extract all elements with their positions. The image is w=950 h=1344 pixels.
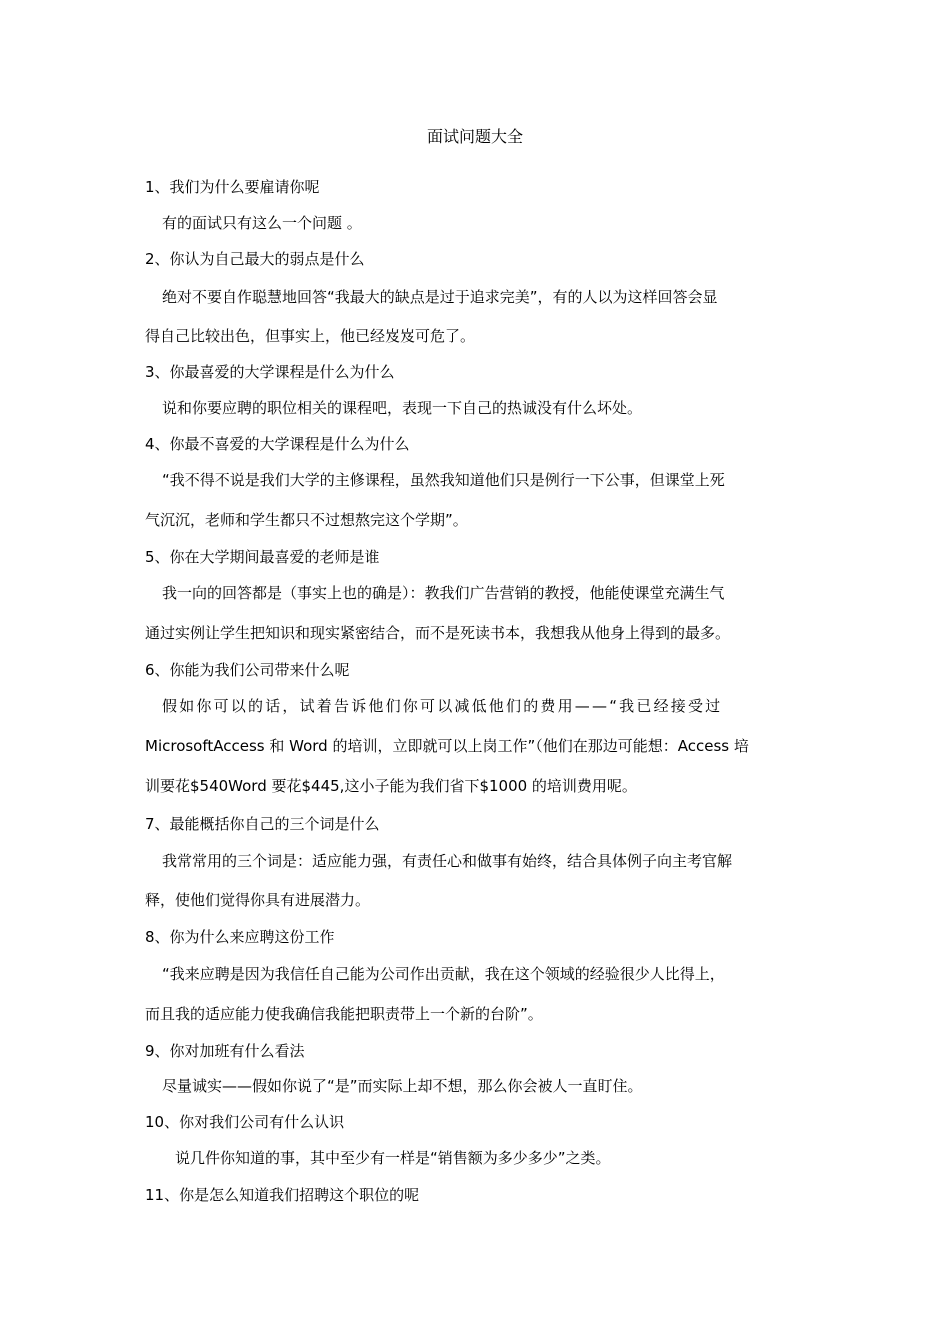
question-11: 11、你是怎么知道我们招聘这个职位的呢: [145, 1186, 420, 1204]
answer-8-line-2: 而且我的适应能力使我确信我能把职责带上一个新的台阶”。: [145, 1005, 543, 1023]
answer-7-line-1: 我常常用的三个词是：适应能力强，有责任心和做事有始终，结合具体例子向主考官解: [162, 852, 733, 870]
answer-5-line-2: 通过实例让学生把知识和现实紧密结合，而不是死读书本，我想我从他身上得到的最多。: [145, 624, 731, 642]
question-6: 6、你能为我们公司带来什么呢: [145, 661, 350, 679]
answer-9-line-1: 尽量诚实——假如你说了“是”而实际上却不想，那么你会被人一直盯住。: [162, 1077, 643, 1095]
answer-7-line-2: 释，使他们觉得你具有进展潜力。: [145, 891, 371, 909]
answer-6-line-2: MicrosoftAccess 和 Word 的培训，立即就可以上岗工作”（他们在那边可能想：Access 培: [145, 737, 749, 755]
answer-5-line-1: 我一向的回答都是（事实上也的确是）：教我们广告营销的教授，他能使课堂充满生气: [162, 584, 725, 602]
question-7: 7、最能概括你自己的三个词是什么: [145, 815, 380, 833]
answer-4-line-2: 气沉沉，老师和学生都只不过想熬完这个学期”。: [145, 511, 468, 529]
answer-4-line-1: “我不得不说是我们大学的主修课程，虽然我知道他们只是例行一下公事，但课堂上死: [162, 471, 725, 489]
question-5: 5、你在大学期间最喜爱的老师是谁: [145, 548, 380, 566]
answer-2-line-2: 得自己比较出色，但事实上，他已经岌岌可危了。: [145, 327, 476, 345]
answer-10-line-1: 说几件你知道的事，其中至少有一样是“销售额为多少多少”之类。: [175, 1149, 611, 1167]
question-4: 4、你最不喜爱的大学课程是什么为什么: [145, 435, 410, 453]
answer-6-line-1: 假如你可以的话，试着告诉他们你可以减低他们的费用——“我已经接受过: [162, 697, 723, 715]
question-3: 3、你最喜爱的大学课程是什么为什么: [145, 363, 395, 381]
question-8: 8、你为什么来应聘这份工作: [145, 928, 335, 946]
answer-8-line-1: “我来应聘是因为我信任自己能为公司作出贡献，我在这个领域的经验很少人比得上，: [162, 965, 725, 983]
question-10: 10、你对我们公司有什么认识: [145, 1113, 345, 1131]
question-2: 2、你认为自己最大的弱点是什么: [145, 250, 365, 268]
answer-1-line-1: 有的面试只有这么一个问题 。: [162, 214, 362, 232]
question-9: 9、你对加班有什么看法: [145, 1042, 305, 1060]
question-1: 1、我们为什么要雇请你呢: [145, 178, 320, 196]
answer-3-line-1: 说和你要应聘的职位相关的课程吧，表现一下自己的热诚没有什么坏处。: [162, 399, 643, 417]
document-title: 面试问题大全: [426, 127, 523, 146]
answer-2-line-1: 绝对不要自作聪慧地回答“我最大的缺点是过于追求完美”，有的人以为这样回答会显: [162, 288, 718, 306]
answer-6-line-3: 训要花$540Word 要花$445,这小子能为我们省下$1000 的培训费用呢。: [145, 777, 637, 795]
